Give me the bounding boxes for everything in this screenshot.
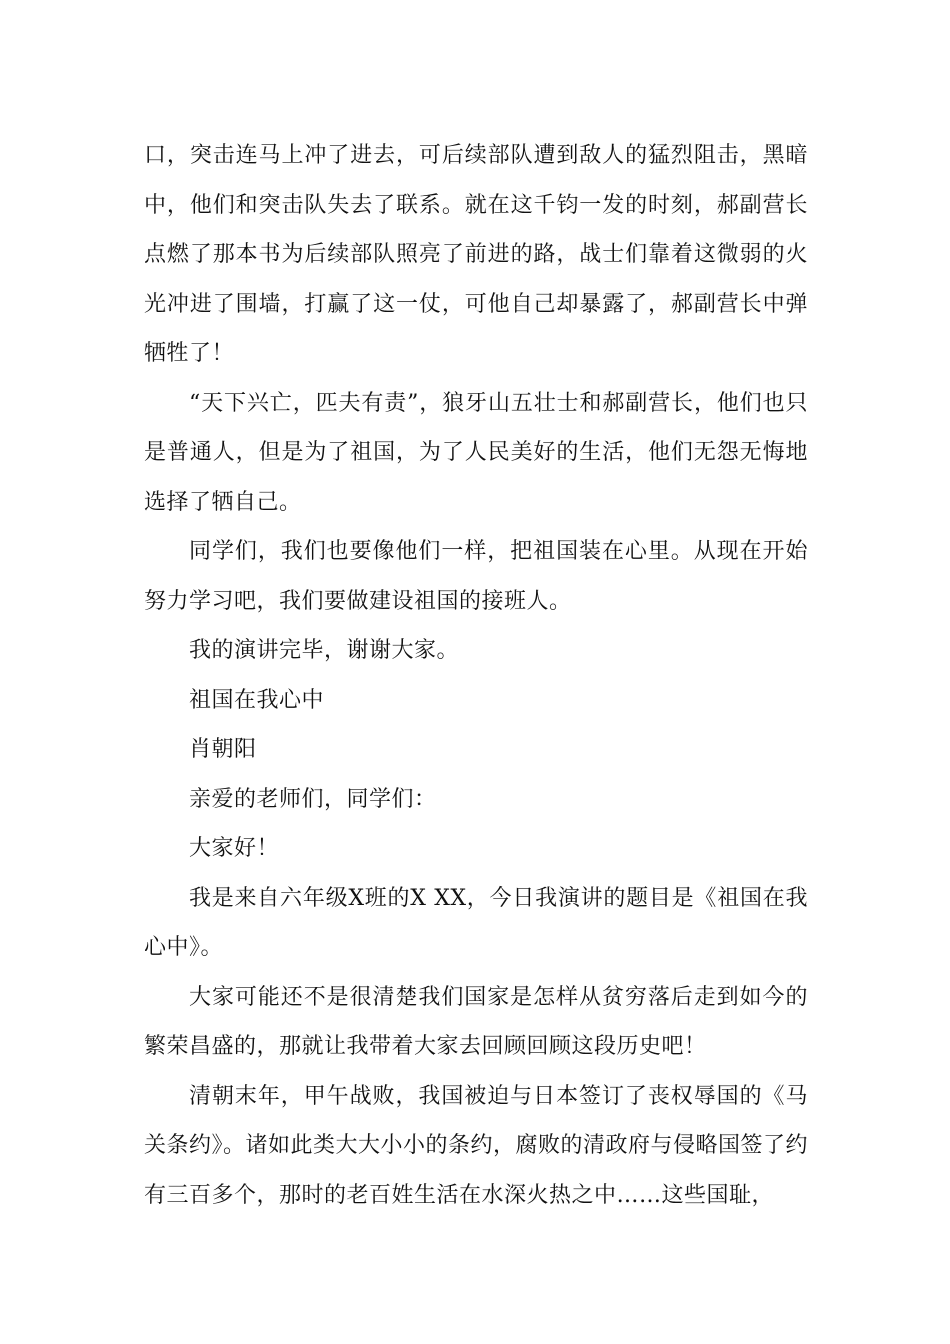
paragraph: 我是来自六年级X班的X XX，今日我演讲的题目是《祖国在我心中》。: [144, 885, 808, 960]
speech-author: 肖朝阳: [189, 737, 257, 762]
document-body: [144, 131, 808, 1220]
paragraph: “天下兴亡，匹夫有责”，狼牙山五壮士和郝副营长，他们也只是普通人，但是为了祖国，为了人民美好的生活，他们无怨无悔地选择了牺自己。: [144, 390, 808, 515]
greeting: 大家好！: [189, 836, 280, 861]
salutation: 亲爱的老师们，同学们：: [189, 786, 437, 812]
paragraph-continuation: 口，突击连马上冲了进去，可后续部队遭到敌人的猛烈阻击，黑暗中，他们和突击队失去了联系。就在这千钧一发的时刻，郝副营长点燃了那本书为后续部队照亮了前进的路，战士们靠着这微弱的火光冲进了围墙，打赢了这一仗，可他自己却暴露了，郝副营长中弹牺牲了！: [144, 143, 808, 366]
paragraph: 清朝末年，甲午战败，我国被迫与日本签订了丧权辱国的《马关条约》。诸如此类大大小小的条约，腐败的清政府与侵略国签了约有三百多个，那时的老百姓生活在水深火热之中……这些国耻，: [144, 1083, 809, 1208]
speech-title: 祖国在我心中: [189, 687, 325, 713]
paragraph: 大家可能还不是很清楚我们国家是怎样从贫穷落后走到如今的繁荣昌盛的，那就让我带着大家去回顾回顾这段历史吧！: [144, 984, 808, 1059]
paragraph: 同学们，我们也要像他们一样，把祖国装在心里。从现在开始努力学习吧，我们要做建设祖国的接班人。: [144, 539, 808, 614]
paragraph: 我的演讲完毕，谢谢大家。: [189, 638, 460, 663]
